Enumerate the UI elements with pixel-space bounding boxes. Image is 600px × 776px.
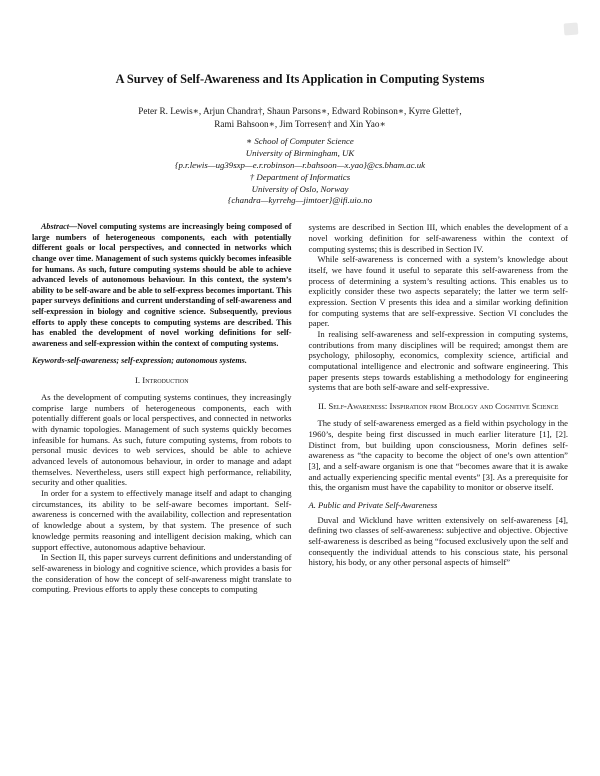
right-column (309, 222, 569, 595)
authors-line-1: Peter R. Lewis∗, Arjun Chandra†, Shaun Parsons∗, Edward Robinson∗, Kyrre Glette†, (138, 106, 462, 117)
affiliation-line-university-oslo: University of Oslo, Norway (251, 183, 349, 194)
affiliation-line-department: † Department of Informatics (249, 171, 351, 182)
intro-paragraph-5: In realising self-awareness and self-expression in computing systems, contributions from many disciplines will be required; amongst them are psychology, philosophy, economics, complexity science, artificial and computational intelligence and electronic and software engineering. This paper presents steps towards establishing a methodology for engineering systems that are both self-aware and self-expressive. (308, 329, 568, 393)
author-block (32, 105, 568, 131)
subsection-heading-public-private: A. Public and Private Self-Awareness (308, 499, 438, 510)
two-column-body (32, 222, 568, 595)
affiliation-line-email-birmingham: {p.r.lewis—ug39sxp—e.r.robinson—r.bahsoon—x.yao}@cs.bham.ac.uk (174, 160, 426, 171)
intro-paragraph-2: In order for a system to effectively manage itself and adapt to changing circumstances, its ability to be self-aware becomes important. Self-awareness is concerned with the availability, collection and representation of knowledge about a system, by that system. The presence of such knowledge permits reasoning and intelligent decision making, which can support effective, autonomous adaptive behaviour. (32, 488, 292, 552)
left-column (32, 222, 292, 595)
corner-artifact (564, 23, 579, 36)
affiliation-line-email-oslo: {chandra—kyrrehg—jimtoer}@ifi.uio.no (227, 195, 373, 206)
abstract (32, 222, 292, 349)
section2-paragraph-1: The study of self-awareness emerged as a field within psychology in the 1960’s, despite being first discussed in much earlier literature [1], [2]. Distinct from, but building upon consciousness, Morin defines self-awareness as “the capacity to become the object of one’s own attention” [3], and a self-aware organism is one that “becomes aware that it is awake and actually experiencing specific mental events” [3]. As a prerequisite for this, the organism must have the capability to monitor or observe itself. (308, 418, 568, 493)
paper-title: A Survey of Self-Awareness and Its Application in Computing Systems (115, 72, 485, 86)
affiliation-line-school: ∗ School of Computer Science (246, 136, 354, 147)
intro-paragraph-1: As the development of computing systems continues, they increasingly comprise large numbers of heterogeneous components, each with potentially different goals or local perspectives, and connected in networks with dynamic topologies. Management of such systems quickly becomes infeasible for humans. As such, future computing systems, from robots to personal music devices to web services, should be able to achieve advanced levels of autonomous behaviour, in order to manage and adapt themselves. Nevertheless, users still expect high performance, reliability, security and other qualities. (32, 391, 292, 488)
abstract-text: Novel computing systems are increasingly being composed of large numbers of heterogeneous components, each with potentially different goals or local perspectives, and connected in networks which change over time. Management of such systems quickly becomes infeasible for humans. As such, future computing systems should be able to achieve advanced levels of autonomous behaviour. In this context, the system’s ability to be self-aware and be able to self-express becomes important. This paper surveys definitions and current understanding of self-awareness and self-expression in biology and cognitive science. Subsequently, previous efforts to apply these concepts to computing systems are described. This has enabled the development of novel working definitions for self-awareness and self-expression within the context of computing systems. (32, 222, 292, 348)
section-heading-self-awareness: II. Self-Awareness: Inspiration from Biology and Cognitive Science (318, 401, 559, 412)
subsectionA-paragraph-1: Duval and Wicklund have written extensively on self-awareness [4], defining two classes of self-awareness: subjective and objective. Objective self-awareness is described as being “focused exclusively upon the self and consequently the individual attends to his conscious state, his personal history, his body, or any other personal aspects of himself” (308, 514, 568, 568)
authors-line-2: Rami Bahsoon∗, Jim Torresen† and Xin Yao∗ (214, 119, 386, 130)
abstract-label: Abstract— (41, 222, 78, 232)
intro-paragraph-3-continued: systems are described in Section III, which enables the development of a novel working definition for self-awareness within the context of computing systems; this is described in Section IV. (308, 222, 568, 254)
affiliation-block (32, 136, 568, 207)
intro-paragraph-4: While self-awareness is concerned with a system’s knowledge about itself, we have found it useful to separate this self-awareness from the process of determining a system’s resulting actions. This enables us to explicitly consider these two aspects separately; the latter we term self-expression. Section V presents this idea and a similar working definition for computing systems that are self-expressive. Section VI concludes the paper. (308, 254, 568, 329)
keywords: Keywords-self-awareness; self-expression; autonomous systems. (32, 356, 247, 366)
section-heading-introduction: I. Introduction (134, 374, 189, 385)
intro-paragraph-3: In Section II, this paper surveys current definitions and understanding of self-awareness in biology and cognitive science, which provides a basis for the consideration of how the concept of self-awareness might translate to computing. Previous efforts to apply these concepts to computing (32, 552, 292, 595)
affiliation-line-university-birmingham: University of Birmingham, UK (245, 148, 355, 159)
